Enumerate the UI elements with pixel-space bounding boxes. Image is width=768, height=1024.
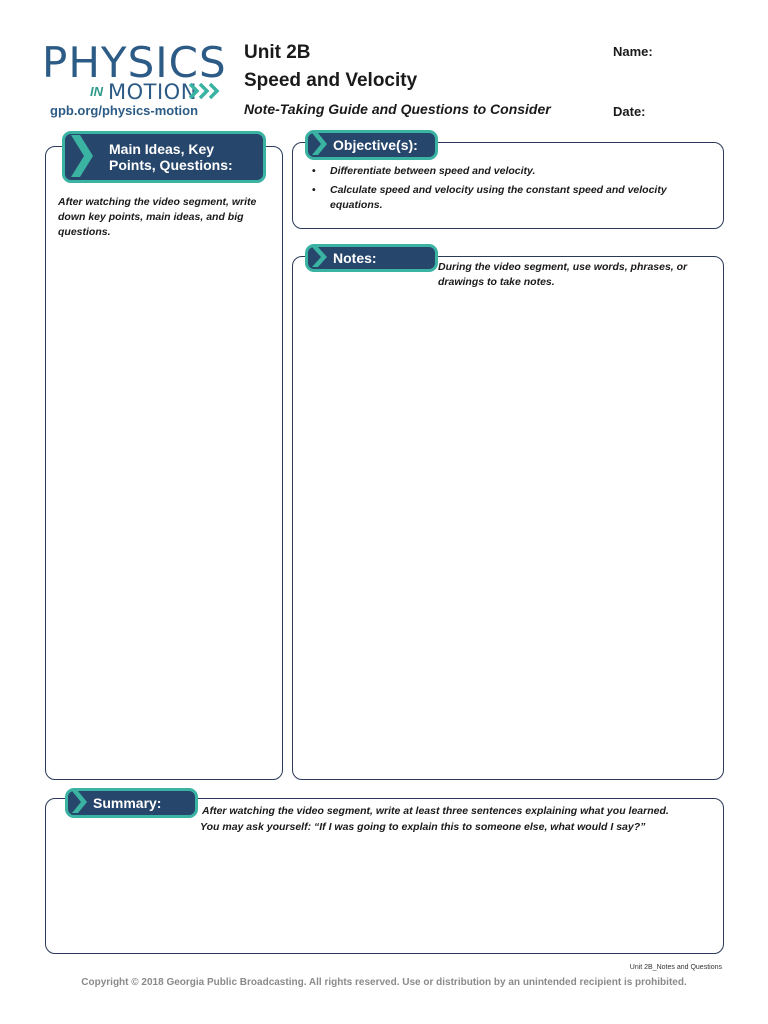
logo-in-word: IN bbox=[90, 84, 103, 99]
name-label: Name: bbox=[613, 44, 653, 59]
main-ideas-instructions: After watching the video segment, write down key points, main ideas, and big questions. bbox=[58, 196, 257, 239]
main-ideas-box[interactable] bbox=[45, 146, 283, 780]
summary-tag bbox=[65, 788, 198, 818]
objectives-tag bbox=[305, 130, 438, 160]
objective-item: • Differentiate between speed and velocity. bbox=[306, 164, 706, 179]
chevron-right-icon bbox=[308, 132, 330, 159]
topic-title: Speed and Velocity bbox=[244, 70, 418, 91]
file-label: Unit 2B_Notes and Questions bbox=[629, 964, 722, 971]
summary-tag-label: Summary: bbox=[93, 794, 162, 811]
main-ideas-tag bbox=[62, 131, 266, 183]
notes-tag bbox=[305, 244, 438, 272]
chevron-right-icon bbox=[68, 790, 90, 817]
notes-box[interactable] bbox=[292, 256, 724, 780]
summary-instructions-line1: After watching the video segment, write at least three sentences explaining what you learned. bbox=[202, 805, 669, 817]
logo-url[interactable]: gpb.org/physics-motion bbox=[50, 103, 199, 118]
copyright-notice: Copyright © 2018 Georgia Public Broadcasting. All rights reserved. Use or distribution by an unintended recipient is prohibited. bbox=[81, 977, 687, 988]
date-label: Date: bbox=[613, 104, 646, 119]
summary-instructions-line2: You may ask yourself: “If I was going to explain this to someone else, what would I say?” bbox=[200, 821, 646, 833]
objectives-tag-label: Objective(s): bbox=[333, 136, 418, 153]
logo-motion-word: MOTION bbox=[108, 80, 197, 104]
main-ideas-tag-label: Main Ideas, Key Points, Questions: bbox=[109, 140, 233, 173]
chevron-right-icon bbox=[308, 246, 330, 271]
guide-title: Note-Taking Guide and Questions to Consider bbox=[244, 101, 551, 117]
objective-item: • Calculate speed and velocity using the constant speed and velocity equations. bbox=[306, 183, 706, 213]
unit-title: Unit 2B bbox=[244, 42, 311, 63]
triple-chevron-icon bbox=[188, 82, 224, 105]
logo-physics-word: PHYSICS bbox=[42, 38, 227, 87]
chevron-right-icon bbox=[65, 133, 95, 182]
notes-tag-label: Notes: bbox=[333, 249, 377, 266]
notes-instructions: During the video segment, use words, phrases, or drawings to take notes. bbox=[438, 261, 688, 289]
objectives-list bbox=[306, 164, 706, 218]
